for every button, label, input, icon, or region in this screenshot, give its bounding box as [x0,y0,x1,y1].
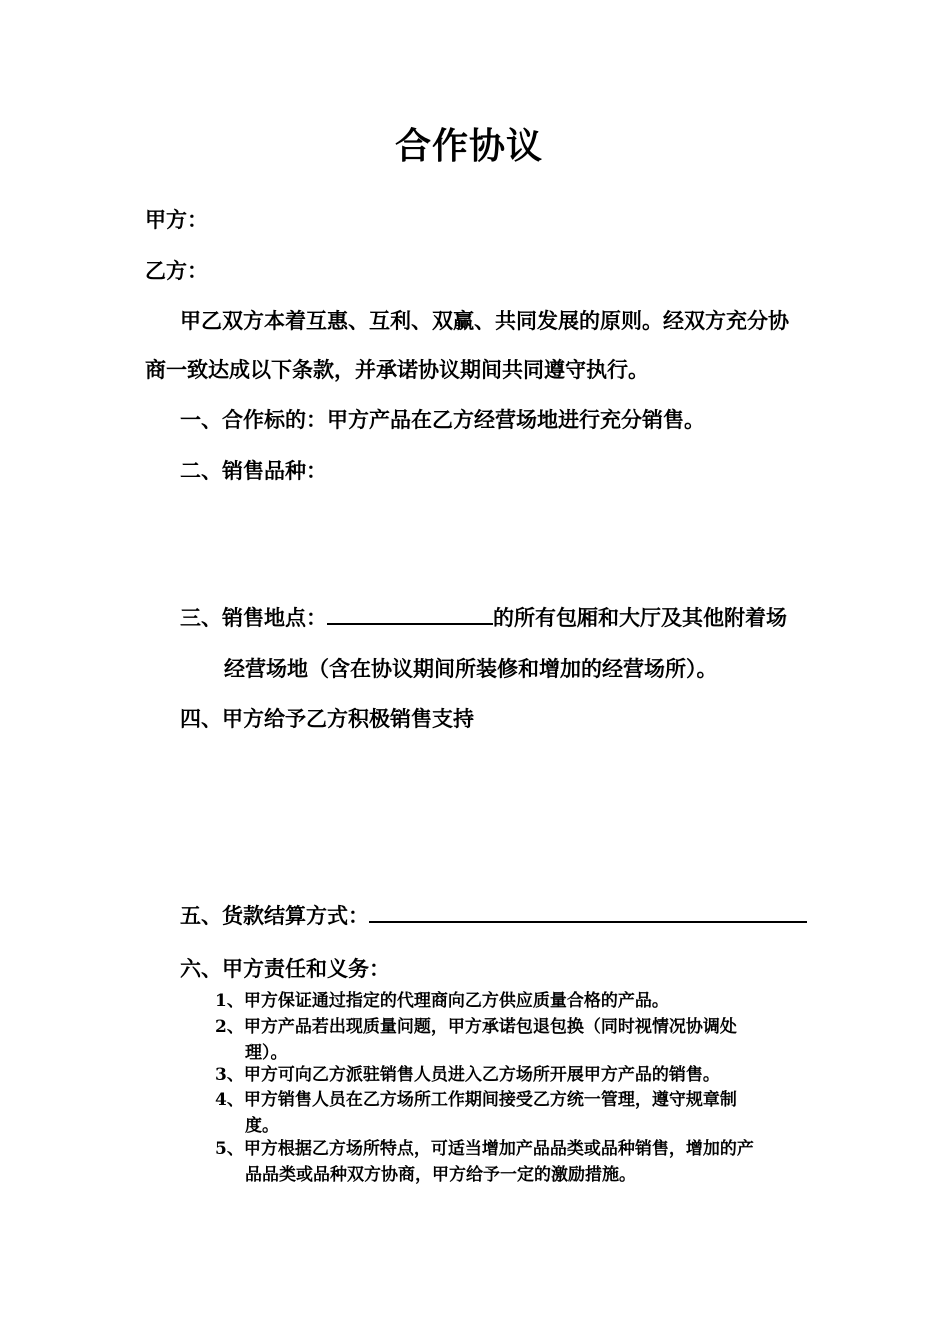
clause-5 [180,900,807,930]
obligation-number: 2、 [215,1017,244,1037]
obligation-text: 甲方根据乙方场所特点，可适当增加产品品类或品种销售，增加的产 [243,1139,754,1159]
clause-3-line-2: 经营场地（含在协议期间所装修和增加的经营场所）。 [224,656,718,681]
obligation-5-continued: 品品类或品种双方协商，甲方给予一定的激励措施。 [245,1165,636,1185]
obligation-text: 甲方产品若出现质量问题，甲方承诺包退包换（同时视情况协调处 [243,1017,737,1037]
clause-2: 二、销售品种： [180,458,327,483]
obligation-3 [215,1062,720,1088]
obligation-number: 1、 [215,991,244,1011]
obligation-text: 甲方销售人员在乙方场所工作期间接受乙方统一管理，遵守规章制 [243,1090,737,1110]
obligation-text: 甲方保证通过指定的代理商向乙方供应质量合格的产品。 [243,991,669,1011]
clause-3 [180,602,787,632]
party-a-label: 甲方： [145,207,208,232]
obligation-1 [215,988,669,1014]
clause-3-prefix: 三、销售地点： [180,605,327,630]
document-title: 合作协议 [394,125,543,167]
obligation-2-continued: 理）。 [245,1043,288,1063]
obligation-text: 甲方可向乙方派驻销售人员进入乙方场所开展甲方产品的销售。 [243,1065,720,1085]
obligation-number: 4、 [215,1090,244,1110]
clause-4: 四、甲方给予乙方积极销售支持 [180,706,474,731]
obligation-number: 5、 [215,1139,244,1159]
location-blank [327,605,493,625]
obligation-2 [215,1014,737,1040]
clause-5-label: 五、货款结算方式： [180,903,369,928]
obligation-4 [215,1087,737,1113]
preamble-line-2: 商一致达成以下条款，并承诺协议期间共同遵守执行。 [145,357,649,382]
party-b-label: 乙方： [145,258,208,283]
obligation-5 [215,1136,754,1162]
obligation-4-continued: 度。 [245,1116,279,1136]
clause-1: 一、合作标的：甲方产品在乙方经营场地进行充分销售。 [180,407,705,432]
clause-6: 六、甲方责任和义务： [180,956,390,981]
settlement-blank [369,903,807,923]
clause-3-suffix: 的所有包厢和大厅及其他附着场 [493,605,787,630]
preamble-line-1: 甲乙双方本着互惠、互利、双赢、共同发展的原则。经双方充分协 [180,308,789,333]
obligation-number: 3、 [215,1065,244,1085]
